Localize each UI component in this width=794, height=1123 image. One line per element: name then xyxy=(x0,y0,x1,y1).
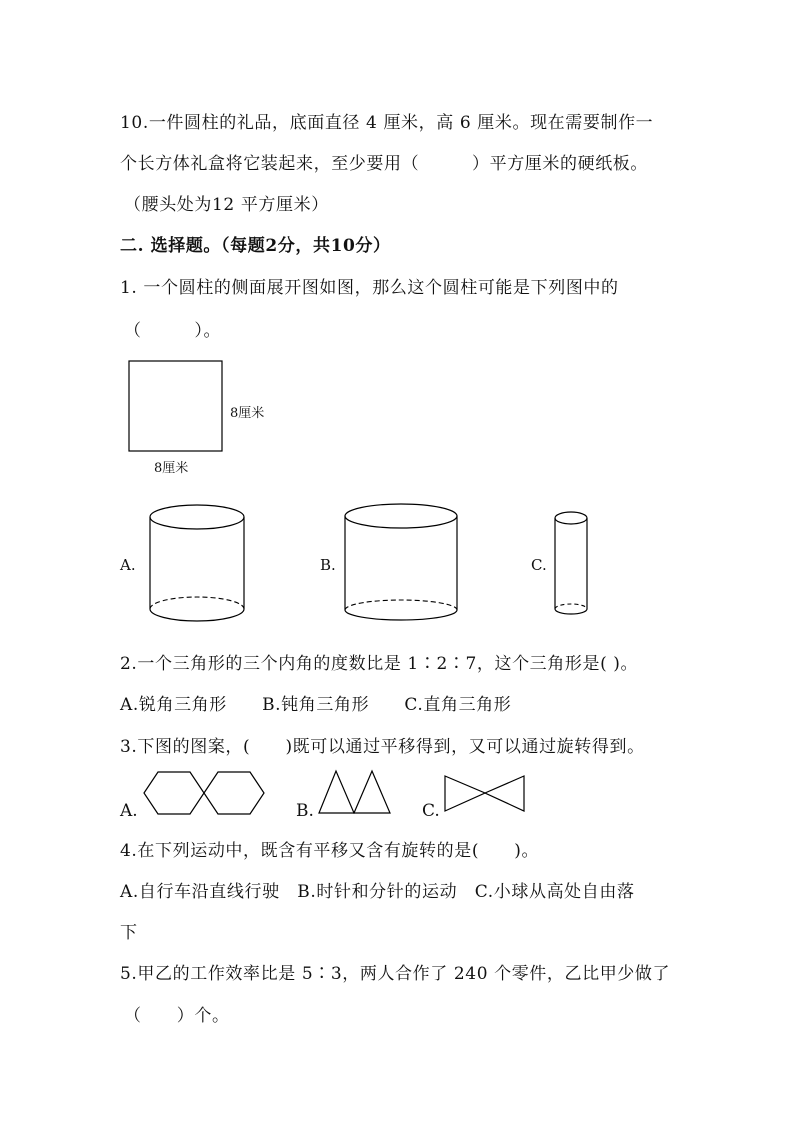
c3-option-c-label: C. xyxy=(422,801,440,821)
c5-stem-line-1: 5.甲乙的工作效率比是 5∶3，两人合作了 240 个零件，乙比甲少做了 xyxy=(120,964,671,984)
square-side-label: 8厘米 xyxy=(230,406,265,421)
q10-line-3: （腰头处为12 平方厘米） xyxy=(124,195,329,215)
two-hexagons-figure xyxy=(142,770,267,816)
c5-stem-line-2: （ ）个。 xyxy=(124,1006,230,1026)
q10-line-2: 个长方体礼盒将它装起来，至少要用（ ）平方厘米的硬纸板。 xyxy=(120,154,648,174)
cylinder-a xyxy=(148,503,248,625)
c1-stem-line-1: 1. 一个圆柱的侧面展开图如图，那么这个圆柱可能是下列图中的 xyxy=(120,278,619,298)
square-bottom-label: 8厘米 xyxy=(154,461,189,476)
c1-stem-line-2: （ ）。 xyxy=(124,321,222,341)
cylinder-b xyxy=(343,502,461,624)
c4-options-continued: 下 xyxy=(120,923,138,943)
q10-line-1: 10.一件圆柱的礼品，底面直径 4 厘米，高 6 厘米。现在需要制作一 xyxy=(120,113,654,133)
c1-option-a-label: A. xyxy=(120,556,136,574)
c4-options: A.自行车沿直线行驶 B.时针和分针的运动 C.小球从高处自由落 xyxy=(120,882,635,902)
c1-option-c-label: C. xyxy=(531,556,547,574)
c3-option-b-label: B. xyxy=(296,801,314,821)
c2-options: A.锐角三角形 B.钝角三角形 C.直角三角形 xyxy=(120,695,512,715)
bowtie-figure xyxy=(443,774,527,814)
c3-option-a-label: A. xyxy=(120,801,138,821)
two-triangles-figure xyxy=(318,769,394,815)
c1-option-b-label: B. xyxy=(320,556,336,574)
c4-stem: 4.在下列运动中，既含有平移又含有旋转的是( )。 xyxy=(120,841,540,861)
section-title: 二. 选择题。（每题2分，共10分） xyxy=(120,236,391,256)
c3-stem: 3.下图的图案，( )既可以通过平移得到，又可以通过旋转得到。 xyxy=(120,737,645,757)
c2-stem: 2.一个三角形的三个内角的度数比是 1∶2∶7，这个三角形是( )。 xyxy=(120,654,639,674)
cylinder-c xyxy=(553,509,590,619)
unfolded-side-square xyxy=(127,359,227,454)
